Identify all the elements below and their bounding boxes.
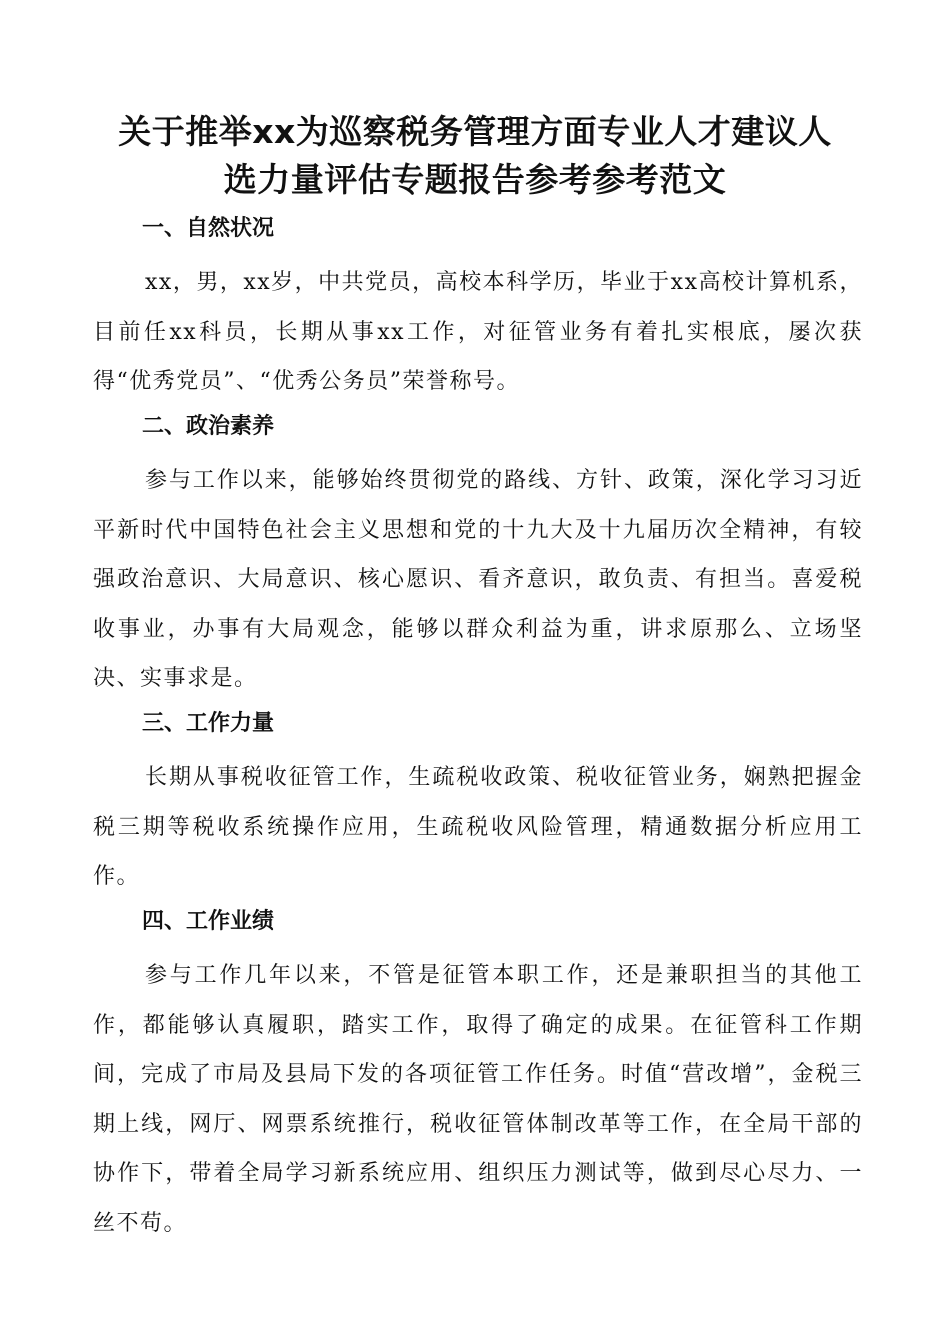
section-heading-ability: 三、工作力量: [142, 711, 275, 736]
section-paragraph-political: 参与工作以来，能够始终贯彻党的路线、方针、政策，深化学习习近平新时代中国特色社会主义思想和党的十九大及十九届历次全精神，有较强政治意识、大局意识、核心愿识、看齐意识，敢负责、有担当。喜爱税收事业，办事有大局观念，能够以群众利益为重，讲求原那么、立场坚决、实事求是。: [93, 468, 863, 691]
section-heading-political: 二、政治素养: [142, 414, 275, 439]
section-paragraph-achievements: 参与工作几年以来，不管是征管本职工作，还是兼职担当的其他工作，都能够认真履职，踏实工作，取得了确定的成果。在征管科工作期间，完成了市局及县局下发的各项征管工作任务。时值“营改增”，金税三期上线，网厅、网票系统推行，税收征管体制改革等工作，在全局干部的协作下，带着全局学习新系统应用、组织压力测试等，做到尽心尽力、一丝不苟。: [93, 963, 863, 1236]
section-paragraph-ability: 长期从事税收征管工作，生疏税收政策、税收征管业务，娴熟把握金税三期等税收系统操作应用，生疏税收风险管理，精通数据分析应用工作。: [93, 765, 863, 889]
section-heading-natural-status: 一、自然状况: [142, 216, 275, 241]
document-title: [60, 108, 890, 204]
section-heading-achievements: 四、工作业绩: [142, 909, 275, 934]
section-paragraph-natural-status: xx，男，xx岁，中共党员，高校本科学历，毕业于xx高校计算机系，目前任xx科员，长期从事xx工作，对征管业务有着扎实根底，屡次获得“优秀党员”、“优秀公务员”荣誉称号。: [93, 270, 863, 394]
title-line-2: 选力量评估专题报告参考参考范文: [223, 160, 727, 199]
title-line-1: 关于推举xx为巡察税务管理方面专业人才建议人: [118, 112, 832, 151]
